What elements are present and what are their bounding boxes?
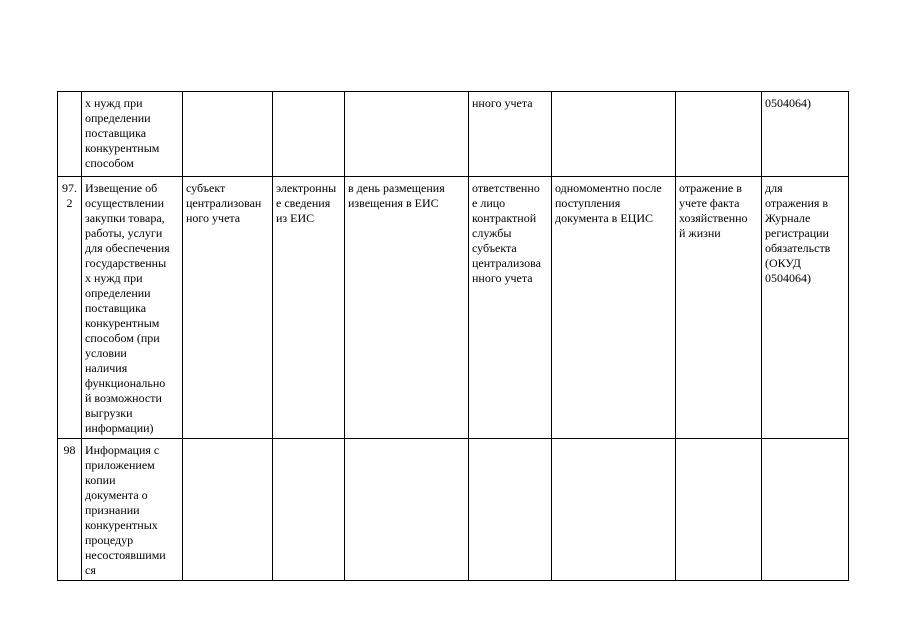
creation-deadline-cell: [345, 439, 469, 581]
responsible-party-cell: [183, 92, 273, 177]
document-name-cell: Извещение об осуществлении закупки товара, работы, услуги для обеспечения государственны х нужд при определении поставщика конкурентным способом (при условии наличия функционально й возможности выгрузки информации): [82, 177, 183, 439]
document-form-cell: [273, 439, 345, 581]
signer-cell: ответственно е лицо контрактной службы субъекта централизова нного учета: [469, 177, 552, 439]
register-cell: 0504064): [762, 92, 849, 177]
submission-deadline-cell: [552, 92, 676, 177]
document-form-cell: [273, 92, 345, 177]
document-name-cell: Информация с приложением копии документа о признании конкурентных процедур несостоявшими ся: [82, 439, 183, 581]
row-number-cell: 98: [58, 439, 82, 581]
purpose-cell: [676, 439, 762, 581]
purpose-cell: отражение в учете факта хозяйственно й жизни: [676, 177, 762, 439]
row-number-cell: 97. 2: [58, 177, 82, 439]
responsible-party-cell: субъект централизован ного учета: [183, 177, 273, 439]
signer-cell: [469, 439, 552, 581]
table-row: [58, 92, 849, 177]
document-form-cell: электронны е сведения из ЕИС: [273, 177, 345, 439]
registry-table: [57, 91, 849, 581]
creation-deadline-cell: [345, 92, 469, 177]
submission-deadline-cell: [552, 439, 676, 581]
document-name-cell: х нужд при определении поставщика конкурентным способом: [82, 92, 183, 177]
register-cell: для отражения в Журнале регистрации обязательств (ОКУД 0504064): [762, 177, 849, 439]
row-number-cell: [58, 92, 82, 177]
responsible-party-cell: [183, 439, 273, 581]
register-cell: [762, 439, 849, 581]
submission-deadline-cell: одномоментно после поступления документа в ЕЦИС: [552, 177, 676, 439]
signer-cell: нного учета: [469, 92, 552, 177]
purpose-cell: [676, 92, 762, 177]
table-row: [58, 439, 849, 581]
creation-deadline-cell: в день размещения извещения в ЕИС: [345, 177, 469, 439]
table-row: [58, 177, 849, 439]
